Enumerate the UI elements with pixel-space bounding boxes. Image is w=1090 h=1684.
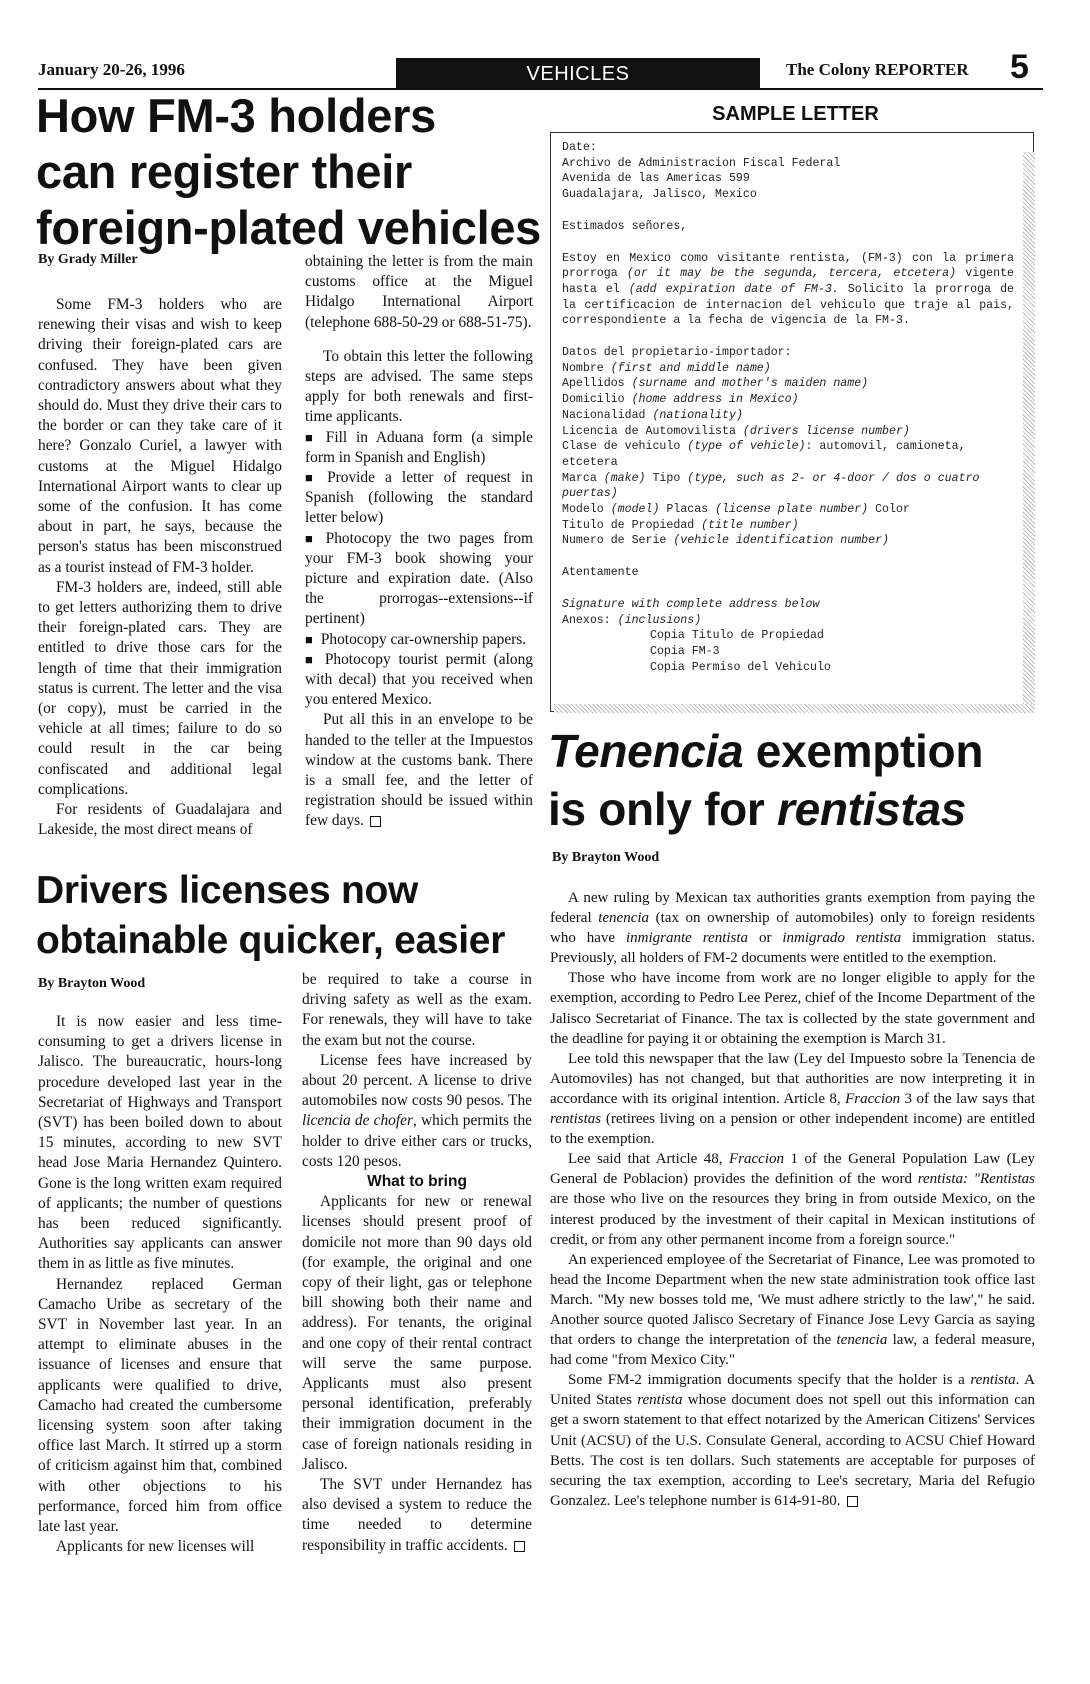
paragraph [302,1475,532,1556]
paragraph: To obtain this letter the following steps are advised. The same steps apply for both renewals and first-time applicants. [305,347,533,426]
paragraph-text: An experienced employee of the Secretariat of Finance, Lee was promoted to head the Income Department when the new state administration took office last March. "My new bosses told me, 'We must adhere strictly to the law'," he said. Another source quoted Jalisco Secretary of Finance Jose Levy Garcia as saying that orders to change the interpretation of the [550,1251,1035,1349]
letter-enclosure: Copia FM-3 [650,644,720,658]
bullet-item: ■ Photocopy car-ownership papers. [305,630,533,650]
field-label: Domicilio [562,393,632,407]
paragraph-text: . A United States [550,1372,1035,1409]
article-3-column [550,888,1035,1511]
field-label: Licencia de Automovilista [562,424,743,438]
paragraph: Some FM-3 holders who are renewing their visas and wish to keep driving their foreign-plated cars are confused. They have been given contradictory answers about what they should do. Must they drive their cars to the border or can they take care of it here? Gonzalo Curiel, a lawyer with customs at the Miguel Hidalgo International Airport wants to clear up some of the confusion. It has come about in part, he says, because the person's status has been misconstrued as a tourist instead of FM-3 holder. [38,296,282,576]
headline-word: is only for [548,783,777,835]
letter-field [562,533,1014,549]
paragraph-text: or [748,930,783,947]
page-number: 5 [1010,48,1029,86]
field-label: Placas [659,503,716,517]
paragraph-text: The SVT under Hernandez has also devised a system to reduce the time needed to determine responsibility in traffic accidents. [302,1476,532,1554]
letter-field [562,408,1014,424]
sample-letter-title: SAMPLE LETTER [712,103,879,125]
paragraph-text: 1 of the General Population Law (Ley General de Poblacion) provides the definition of the word [550,1151,1035,1188]
field-hint: (drivers license number) [742,424,910,438]
field-hint: (type of vehicle) [687,440,806,454]
paragraph: FM-3 holders are, indeed, still able to get letters authorizing them to drive their foreign-plated cars. They are entitled to drive those cars for the length of time that their immigration status is current. The letter and the visa (or copy), must be carried in the vehicle at all times; failure to do so could result in the car being confiscated and additional legal complications. [38,578,282,798]
letter-field [562,376,1014,392]
paragraph-text: (tax on ownership of automobiles) only to foreign residents who have [550,910,1035,947]
letter-hint: (add expiration date of FM-3. [628,282,839,296]
article-3-byline: By Brayton Wood [552,850,660,865]
letter-closing: Atentamente [562,566,639,580]
field-hint: (first and middle name) [610,361,771,375]
letter-field [562,518,1014,534]
paragraph: Hernandez replaced German Camacho Uribe as secretary of the SVT in November last year. In an attempt to eliminate abuses in the issuance of licenses and ensure that applicants were qualified to drive, Camacho had created the cumbersome licensing system soon after taking office last March. It stirred up a storm of criticism against him that, combined with other objections to his performance, forced him from office late last year. [38,1275,282,1536]
letter-field [562,361,1014,377]
headline-word: rentistas [776,783,967,835]
field-hint: (make) [603,471,646,485]
paragraph: be required to take a course in driving safety as well as the exam. For renewals, they will have to take the exam but not the course. [302,971,532,1049]
headline-line: Drivers licenses now [36,869,419,912]
article-1-column-1 [38,295,282,840]
letter-data-header: Datos del propietario-importador: [562,346,792,360]
letter-enclosures-label [562,613,1014,629]
field-hint: (nationality) [652,408,743,422]
newspaper-name: The Colony REPORTER [786,60,969,79]
paragraph-text: A new ruling by Mexican tax authorities grants exemption from paying the federal [550,890,1035,927]
article-2-headline [36,866,556,966]
box-shadow [554,704,1035,713]
paragraph-text: whose document does not spell out this information can get a sworn statement to that effect notarized by the American Citizens' Services Unit (ACSU) of the U.S. Consulate General, according to ACSU Chief Howard Betts. The cost is ten dollars. Such statements are acceptable for purposes of securing the tax exemption, according to Lee's secretary, Maria del Refugio Gonzalez. Lee's telephone number is 614-91-80. [550,1392,1036,1509]
letter-field [562,424,1014,440]
box-shadow [1023,152,1035,712]
field-label: Numero de Serie [562,534,674,548]
paragraph [550,1250,1035,1371]
letter-text: Solicito la prorroga de la certificacion de internacion del vehiculo que traje al pais, correspondiente a la fecha de vigencia de la FM-3. [562,282,1021,328]
paragraph-text: "Rentistas [968,1171,1035,1188]
paragraph-text: immigration status. Previously, all holders of FM-2 documents were entitled to the exemption. [550,930,1035,967]
field-label: Nacionalidad [562,408,653,422]
letter-hint: (or it may be the segunda, tercera, etcetera) [626,267,957,281]
headline-line: foreign-plated vehicles [36,201,542,254]
letter-field [562,502,1014,518]
paragraph-text: Some FM-2 immigration documents specify that the holder is a [568,1372,971,1389]
headline-word: exemption [743,725,984,777]
article-1-byline: By Grady Miller [38,252,138,267]
letter-enclosure: Copia Permiso del Vehiculo [650,660,831,674]
paragraph-text: rentista: [917,1171,969,1188]
field-label: Clase de vehiculo [562,440,688,454]
letter-field [562,439,1014,470]
letter-address-line: Guadalajara, Jalisco, Mexico [562,188,757,202]
field-label: Nombre [562,361,611,375]
paragraph [550,888,1035,968]
letter-salutation: Estimados señores, [562,219,688,233]
paragraph: Those who have income from work are no longer eligible to apply for the exemption, according to Pedro Lee Perez, chief of the Income Department of the Jalisco Secretariat of Finance. The tax is collected by the state government and the deadline for paying it or obtaining the exemption is March 31. [550,970,1035,1047]
paragraph-text: , which permits the holder to drive either cars or trucks, costs 120 pesos. [302,1112,532,1170]
paragraph [550,1049,1035,1149]
paragraph-text: tenencia [598,910,650,927]
field-label: Modelo [562,503,611,517]
field-hint: (license plate number) [715,503,869,517]
paragraph-text: tenencia [836,1332,888,1349]
headline-line: How FM-3 holders [36,89,436,142]
paragraph-text: licencia de chofer [302,1112,413,1130]
article-3-headline [548,722,1043,838]
issue-date: January 20-26, 1996 [38,60,185,79]
paragraph [550,1149,1035,1249]
paragraph-text: law, a federal measure, had come "from Mexico City." [550,1332,1035,1369]
article-1-column-2 [305,252,533,832]
paragraph-text: inmigrante rentista [626,930,749,947]
field-label: Marca [562,471,604,485]
article-2-column-2 [302,970,532,1556]
field-hint: (type, such as 2- or 4-door / dos o cuatro puertas) [562,471,987,501]
field-hint: (surname and mother's maiden name) [631,377,869,391]
paragraph-text: Lee said that Article 48, [568,1151,730,1168]
bullet-item: ■ Photocopy the two pages from your FM-3 book showing your picture and expiration date. (Also the prorrogas--extensions--if pertinent) [305,529,533,630]
paragraph: Applicants for new licenses will [56,1538,255,1556]
paragraph [550,1370,1035,1511]
sample-letter-text [562,140,1021,675]
paragraph: Applicants for new or renewal licenses should present proof of domicile not more than 90 days old (for example, the original and one copy of their light, gas or telephone bill showing both their name and address). For tenants, the original and one copy of their rental contract will serve the same purpose. Applicants must also present personal identification, preferably their immigration document in the case of foreign nationals residing in Jalisco. [302,1193,532,1473]
letter-date: Date: [562,141,597,154]
signature-hint: Signature with complete address below [562,597,820,611]
letter-enclosure: Copia Titulo de Propiedad [650,629,824,643]
article-2-column-1 [38,1012,282,1557]
paragraph-text: Fraccion [845,1090,901,1107]
field-label: : automovil, camioneta, etcetera [562,440,973,469]
paragraph-text: rentista [637,1392,683,1409]
letter-address-line: Archivo de Administracion Fiscal Federal [562,156,841,170]
paragraph-text: rentistas [550,1111,602,1128]
field-hint: (model) [610,503,660,517]
letter-text: Estoy en Mexico como visitante rentista, (FM-3) con la primera prorroga [562,251,1021,281]
field-hint: (home address in Mexico) [631,393,799,407]
field-label: Titulo de Propiedad [562,518,702,532]
paragraph-text: (retirees living on a pension or other independent income) are entitled to the exemption. [550,1111,1035,1148]
field-label: Anexos: [562,613,618,627]
paragraph [302,1051,532,1172]
paragraph: obtaining the letter is from the main customs office at the Miguel Hidalgo International Airport (telephone 688-50-29 or 688-51-75). [305,253,533,331]
article-1-headline [36,88,556,256]
letter-body [562,251,1021,330]
article-2-subhead: What to bring [367,1173,467,1191]
field-hint: (title number) [701,518,799,532]
field-label: Tipo [645,471,688,485]
paragraph-text: are those who live on the resources they bring in from outside Mexico, on the interest produced by the investment of their capital in Mexican institutions of credit, or from any other permanent income from a foreign source." [550,1191,1035,1248]
letter-field [562,392,1014,408]
paragraph: For residents of Guadalajara and Lakeside, the most direct means of [38,801,282,839]
headline-word: Tenencia [548,725,744,777]
field-hint: (inclusions) [617,613,702,627]
headline-line: can register their [36,145,412,198]
paragraph-text: License fees have increased by about 20 percent. A license to drive automobiles now costs 90 pesos. The [302,1051,532,1110]
section-banner: VEHICLES [396,58,760,90]
bullet-item: ■ Photocopy tourist permit (along with decal) that you received when you entered Mexico. [305,650,533,711]
paragraph: It is now easier and less time-consuming to get a drivers license in Jalisco. The bureaucratic, hours-long procedure developed last year in the Secretariat of Highways and Transport (SVT) has been boiled down to about 15 minutes, according to new SVT head Jose Maria Hernandez Quintero. Gone is the long written exam required of applicants; the number of questions has been reduced significantly. Authorities say applicants can answer them in as little as five minutes. [38,1013,282,1273]
paragraph [305,710,533,831]
letter-signature [562,597,1014,613]
paragraph-text: Lee told this newspaper that the law (Ley del Impuesto sobre la Tenencia de Automoviles) has not changed, but that authorities are now interpreting it in accordance with its original intention. Article 8, [550,1050,1035,1107]
article-2-byline: By Brayton Wood [38,976,146,991]
field-label: Color [868,503,910,517]
headline-line: obtainable quicker, easier [36,919,506,962]
letter-address-line: Avenida de las Americas 599 [562,172,750,186]
bullet-item: ■ Fill in Aduana form (a simple form in Spanish and English) [305,428,533,468]
end-of-story-icon [514,1541,525,1552]
letter-field [562,471,1014,502]
paragraph-text: 3 of the law says that [900,1090,1035,1107]
field-hint: (vehicle identification number) [673,534,890,548]
end-of-story-icon [370,816,381,827]
field-label: Apellidos [562,377,632,391]
paragraph-text: Fraccion [729,1151,784,1168]
paragraph-text: rentista [970,1372,1016,1389]
paragraph-text: Put all this in an envelope to be handed to the teller at the Impuestos window at the customs bank. There is a small fee, and the letter of registration should be issued within few days. [305,711,533,830]
end-of-story-icon [847,1496,858,1507]
bullet-item: ■ Provide a letter of request in Spanish (following the standard letter below) [305,468,533,529]
letter-text: vigente hasta el [562,267,1021,296]
paragraph-text: inmigrado rentista [782,930,902,947]
